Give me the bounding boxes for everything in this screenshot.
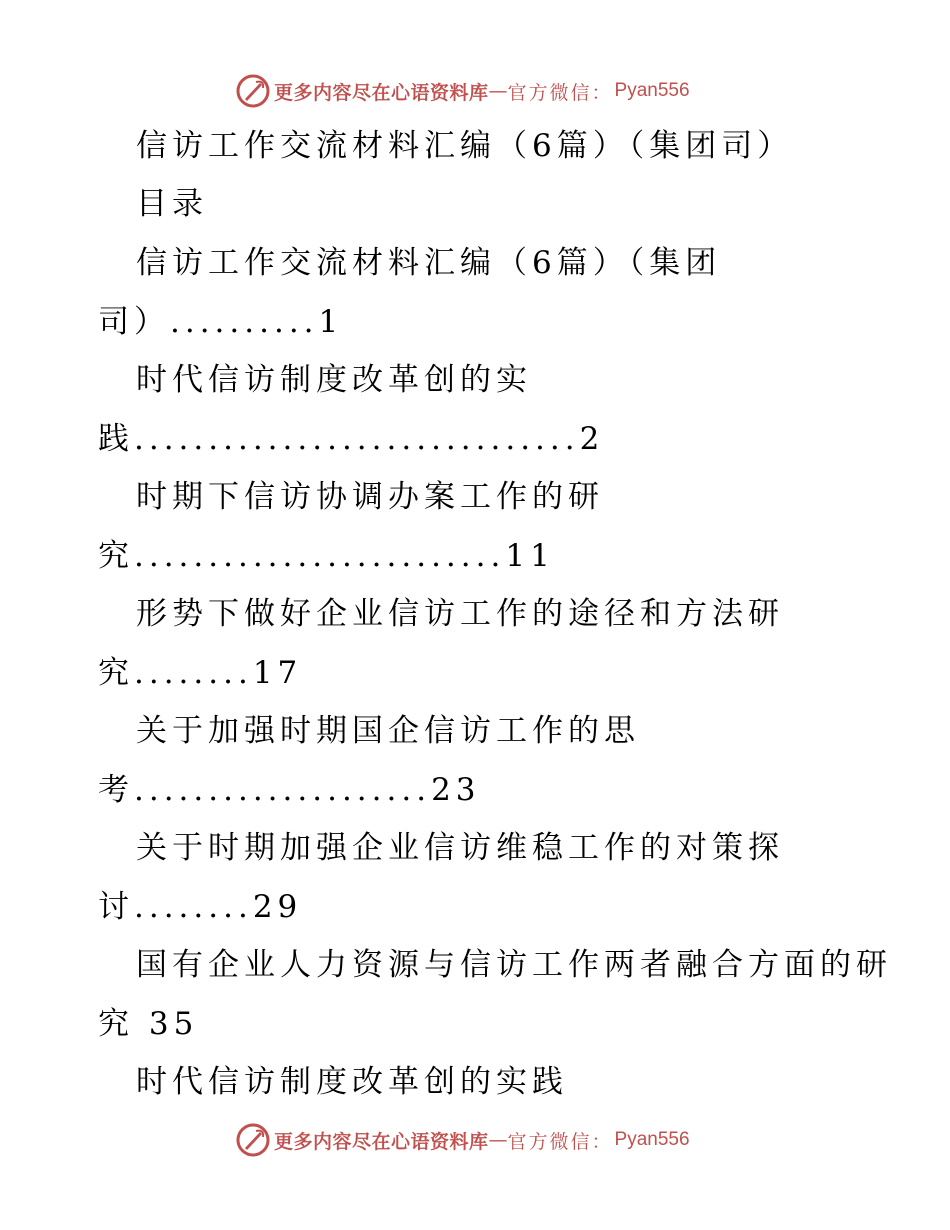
toc-entry-6-line-1: 关于时期加强企业信访维稳工作的对策探: [136, 830, 784, 866]
toc-entry-3-line-1: 时期下信访协调办案工作的研: [136, 479, 604, 515]
toc-entry-1-line-1: 信访工作交流材料汇编（6篇）（集团: [136, 245, 722, 281]
watermark-separator: —: [488, 1129, 508, 1151]
toc-entry-7-line-1: 国有企业人力资源与信访工作两者融合方面的研: [136, 947, 892, 983]
toc-entry-5-line-1: 关于加强时期国企信访工作的思: [136, 713, 640, 749]
quill-logo-icon: [236, 1123, 270, 1157]
watermark-footer: [236, 1122, 690, 1158]
watermark-main-text: 更多内容尽在心语资料库: [274, 81, 489, 104]
toc-entry-5-line-2: 考....................23: [98, 772, 481, 808]
toc-entry-6-line-2: 讨........29: [98, 889, 303, 925]
watermark-separator: —: [488, 80, 508, 102]
toc-heading: 目录: [136, 186, 208, 222]
toc-entry-3-line-2: 究.........................11: [98, 538, 555, 574]
section-heading: 时代信访制度改革创的实践: [136, 1064, 568, 1100]
toc-entry-1-line-2: 司）..........1: [98, 304, 344, 340]
document-title: 信访工作交流材料汇编（6篇）（集团司）: [136, 128, 794, 164]
watermark-wechat-id: Pyan556: [614, 1129, 690, 1150]
toc-entry-7-line-2: 究 35: [98, 1006, 199, 1042]
watermark-header: [236, 73, 690, 109]
watermark-wechat-id: Pyan556: [614, 80, 690, 101]
toc-entry-4-line-1: 形势下做好企业信访工作的途径和方法研: [136, 596, 784, 632]
toc-entry-2-line-2: 践..............................2: [98, 421, 605, 457]
watermark-sub-text: 官方微信：: [507, 81, 613, 104]
toc-entry-2-line-1: 时代信访制度改革创的实: [136, 362, 532, 398]
watermark-sub-text: 官方微信：: [507, 1130, 613, 1153]
quill-logo-icon: [236, 74, 270, 108]
toc-entry-4-line-2: 究........17: [98, 655, 303, 691]
watermark-main-text: 更多内容尽在心语资料库: [274, 1130, 489, 1153]
